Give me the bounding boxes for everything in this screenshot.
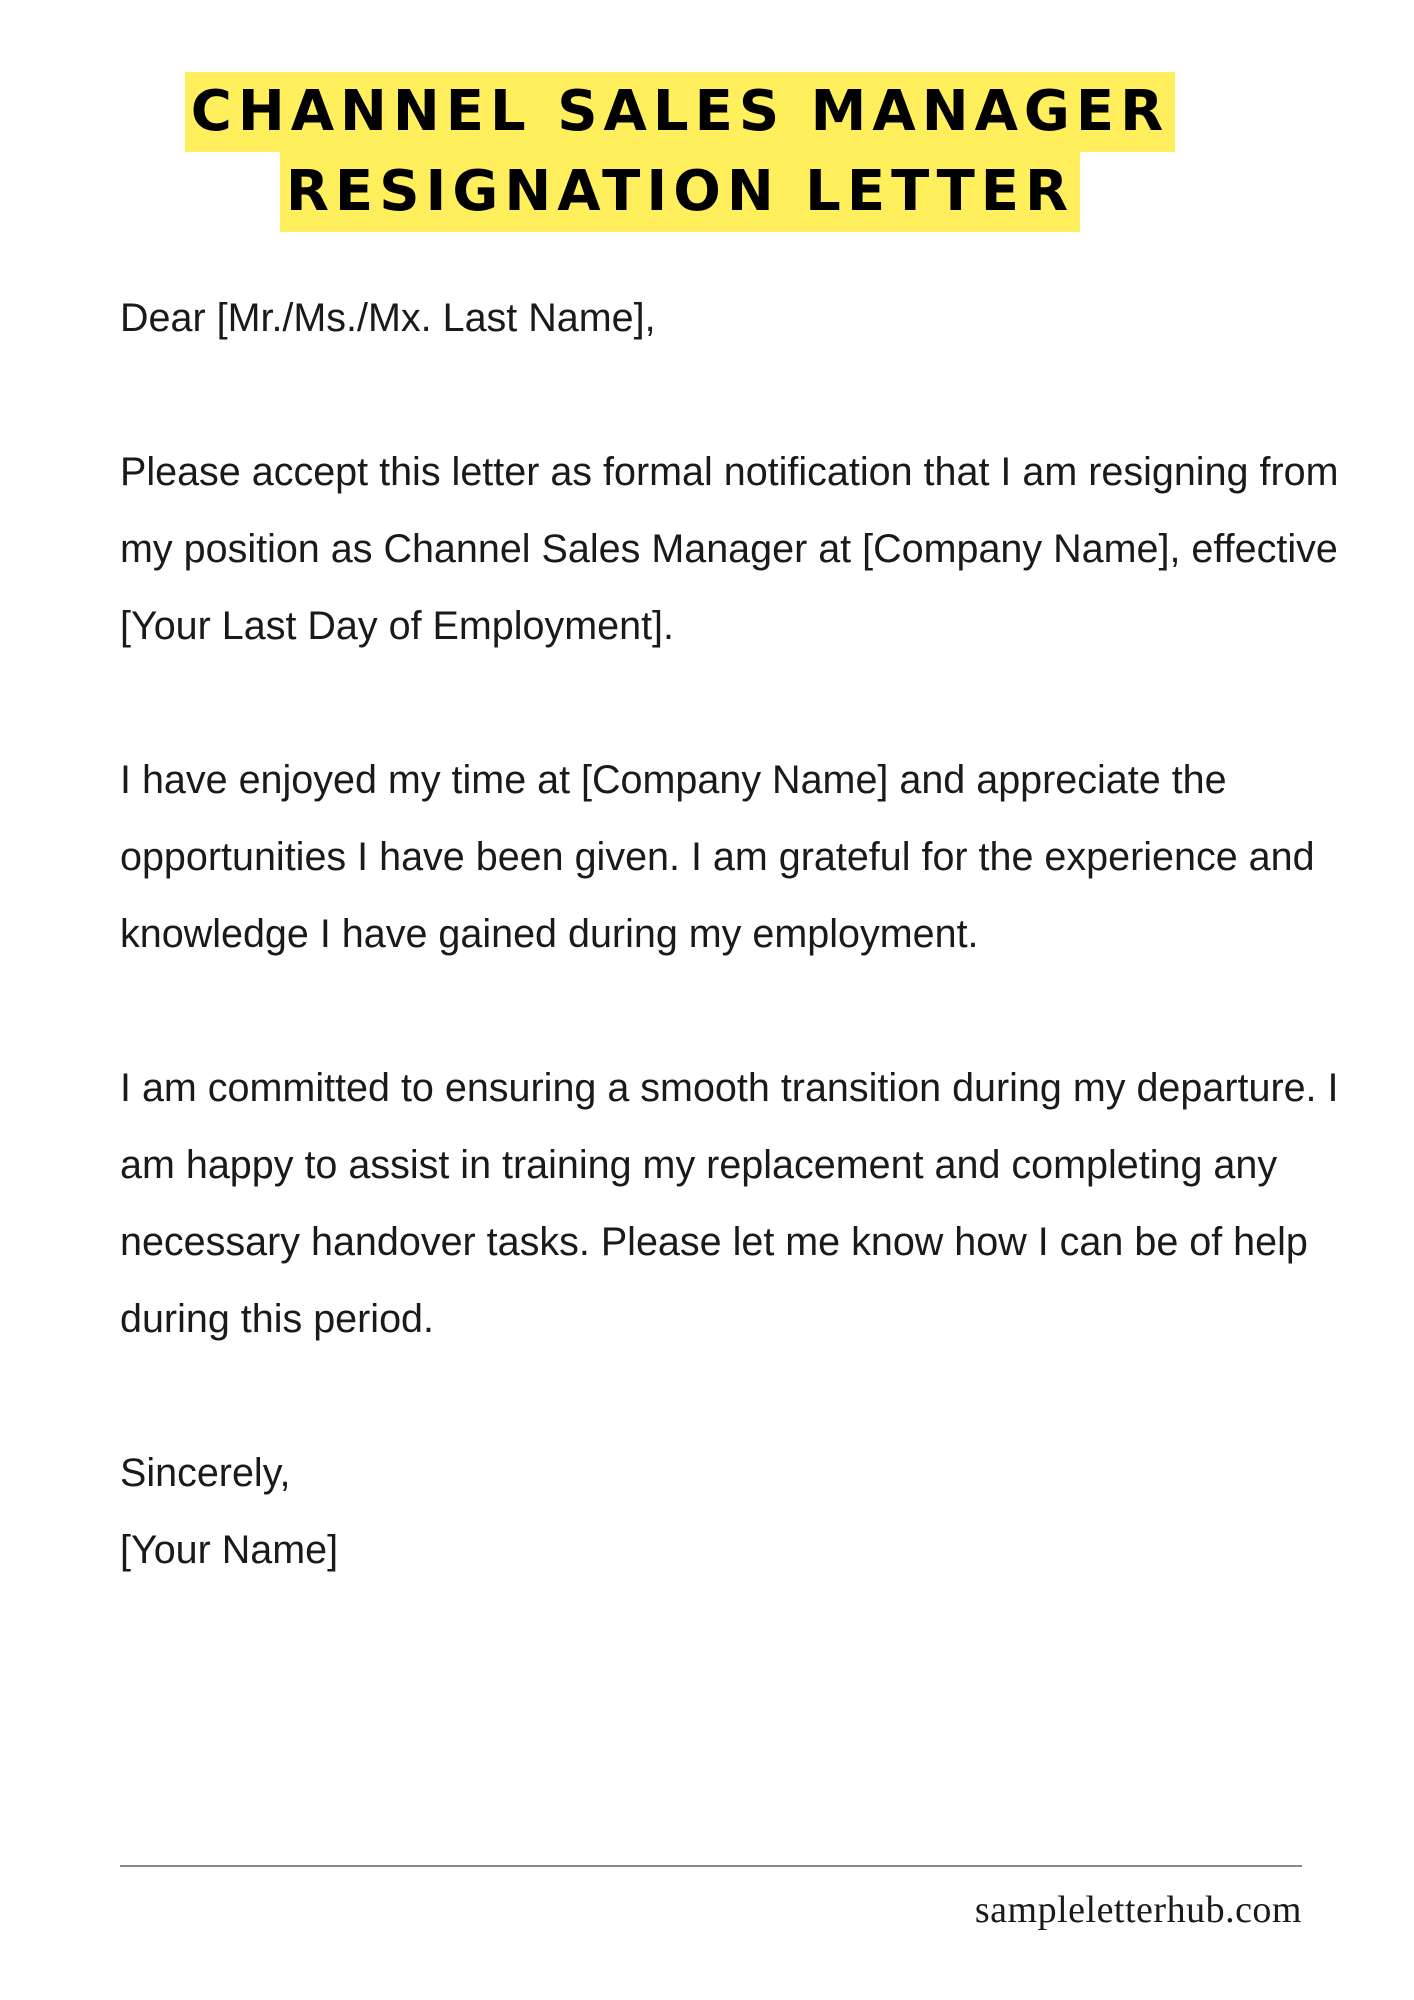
letter-body xyxy=(120,280,1360,1589)
signature: [Your Name] xyxy=(120,1528,339,1572)
paragraph-3: I am committed to ensuring a smooth transition during my departure. I am happy to assist in training my replacement and completing any necessary handover tasks. Please let me know how I can be of help during this period. xyxy=(120,1066,1339,1341)
footer-website: sampleletterhub.com xyxy=(974,1889,1302,1931)
paragraph-gap xyxy=(120,357,1360,434)
paragraph-gap xyxy=(120,973,1360,1050)
title-line-2: RESIGNATION LETTER xyxy=(280,152,1080,232)
closing: Sincerely, xyxy=(120,1451,291,1495)
footer-divider xyxy=(120,1865,1302,1867)
letter-title xyxy=(0,72,1360,232)
paragraph-2: I have enjoyed my time at [Company Name] and appreciate the opportunities I have been given. I am grateful for the experience and knowledge I have gained during my employment. xyxy=(120,758,1315,956)
title-line-1: CHANNEL SALES MANAGER xyxy=(185,72,1176,152)
salutation: Dear [Mr./Ms./Mx. Last Name], xyxy=(120,296,656,340)
paragraph-1: Please accept this letter as formal notification that I am resigning from my position as Channel Sales Manager at [Company Name], effective [Your Last Day of Employment]. xyxy=(120,450,1339,648)
paragraph-gap xyxy=(120,1358,1360,1435)
paragraph-gap xyxy=(120,665,1360,742)
